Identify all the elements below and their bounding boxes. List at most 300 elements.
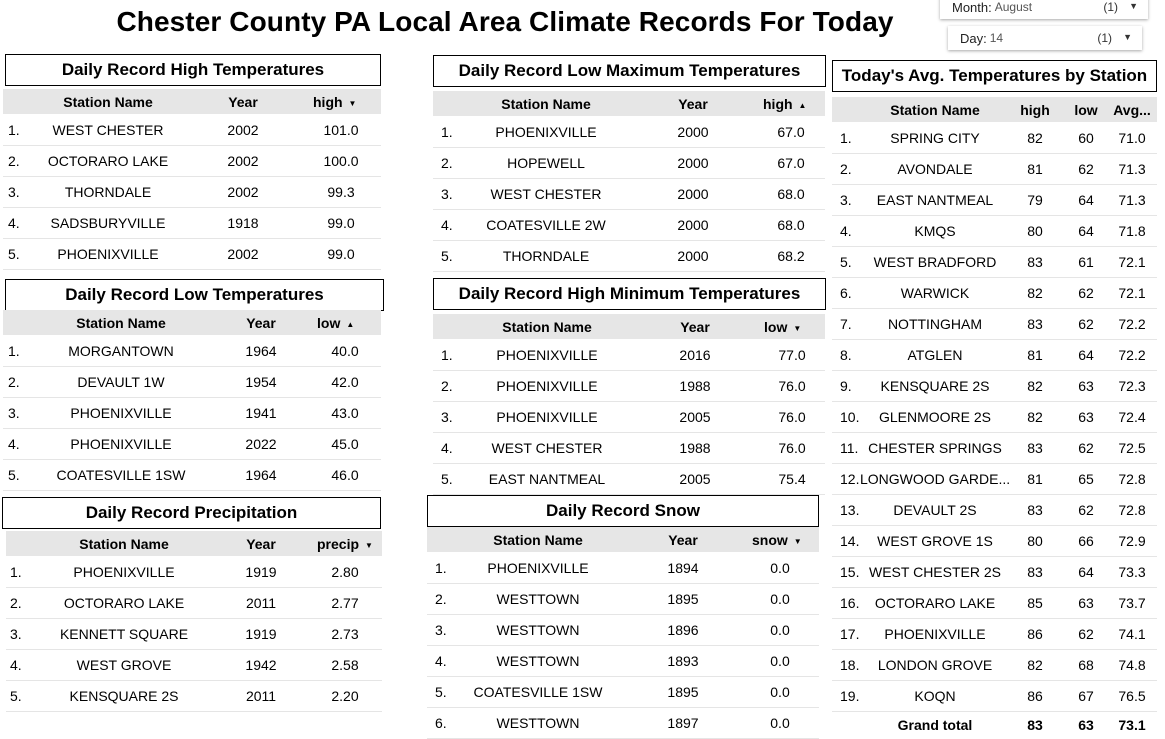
row-number: 5. bbox=[441, 471, 453, 487]
row-number: 19. bbox=[840, 688, 860, 704]
avg-value: 74.1 bbox=[1118, 626, 1146, 642]
table-row[interactable] bbox=[6, 650, 382, 681]
record-value: 2.58 bbox=[331, 657, 359, 673]
station-name: THORNDALE bbox=[502, 248, 590, 264]
row-number: 5. bbox=[10, 688, 22, 704]
record-value: 99.0 bbox=[327, 215, 355, 231]
station-name: DEVAULT 1W bbox=[77, 374, 165, 390]
avg-high: 83 bbox=[1027, 564, 1043, 580]
station-name: EAST NANTMEAL bbox=[876, 192, 994, 208]
station-name: LONGWOOD GARDE... bbox=[860, 471, 1010, 487]
row-number: 7. bbox=[840, 316, 852, 332]
record-year: 2000 bbox=[677, 124, 709, 140]
station-name: OCTORARO LAKE bbox=[874, 595, 996, 611]
avg-high: 80 bbox=[1027, 223, 1043, 239]
table-row[interactable] bbox=[832, 619, 1157, 650]
avg-value: 72.9 bbox=[1118, 533, 1146, 549]
avg-value: 71.8 bbox=[1118, 223, 1146, 239]
row-number: 1. bbox=[10, 564, 22, 580]
avg-high: 83 bbox=[1027, 254, 1043, 270]
record-value: 0.0 bbox=[770, 622, 790, 638]
page-title: Chester County PA Local Area Climate Records For Today bbox=[116, 6, 894, 37]
record-year: 2000 bbox=[677, 155, 709, 171]
table-row[interactable] bbox=[832, 464, 1157, 495]
column-header-station[interactable]: Station Name bbox=[76, 314, 166, 331]
record-year: 1897 bbox=[667, 715, 699, 731]
row-number: 1. bbox=[441, 124, 453, 140]
table-row[interactable] bbox=[6, 588, 382, 619]
sort-caret-icon[interactable]: ▼ bbox=[365, 540, 373, 550]
table-row[interactable] bbox=[427, 584, 819, 615]
avg-low: 68 bbox=[1078, 657, 1094, 673]
record-value: 77.0 bbox=[778, 347, 806, 363]
record-value: 99.0 bbox=[327, 246, 355, 262]
record-value: 68.2 bbox=[777, 248, 805, 264]
column-header-station[interactable]: Station Name bbox=[79, 535, 169, 552]
record-value: 75.4 bbox=[778, 471, 806, 487]
table-row[interactable] bbox=[832, 402, 1157, 433]
table-row[interactable] bbox=[433, 241, 825, 272]
station-name: THORNDALE bbox=[64, 184, 152, 200]
station-name: KENSQUARE 2S bbox=[880, 378, 990, 394]
table-row[interactable] bbox=[3, 208, 381, 239]
row-number: 4. bbox=[8, 215, 20, 231]
column-header-station[interactable]: Station Name bbox=[502, 318, 592, 335]
column-header-station[interactable]: Station Name bbox=[493, 531, 583, 548]
table-row[interactable] bbox=[3, 367, 381, 398]
row-number: 17. bbox=[840, 626, 860, 642]
table-row[interactable] bbox=[3, 115, 381, 146]
avg-high: 82 bbox=[1027, 130, 1043, 146]
record-value: 2.73 bbox=[331, 626, 359, 642]
record-year: 2016 bbox=[679, 347, 711, 363]
table-row[interactable] bbox=[832, 123, 1157, 154]
record-year: 2022 bbox=[245, 436, 277, 452]
avg-value: 73.7 bbox=[1118, 595, 1146, 611]
station-name: ATGLEN bbox=[907, 347, 963, 363]
record-value: 40.0 bbox=[331, 343, 359, 359]
table-row[interactable] bbox=[427, 646, 819, 677]
record-year: 1918 bbox=[227, 215, 259, 231]
table-header bbox=[433, 314, 825, 339]
column-header-station[interactable]: Station Name bbox=[890, 101, 980, 118]
record-value: 0.0 bbox=[770, 653, 790, 669]
avg-value: 72.5 bbox=[1118, 440, 1146, 456]
row-number: 3. bbox=[435, 622, 447, 638]
avg-value: 71.3 bbox=[1118, 161, 1146, 177]
table-row[interactable] bbox=[832, 247, 1157, 278]
record-year: 1988 bbox=[679, 440, 711, 456]
column-header-avg[interactable]: Avg... bbox=[1113, 101, 1151, 118]
station-name: EAST NANTMEAL bbox=[488, 471, 606, 487]
table-row[interactable] bbox=[832, 495, 1157, 526]
month-filter-count: (1) bbox=[1103, 0, 1118, 14]
precip-title: Daily Record Precipitation bbox=[2, 497, 381, 529]
row-number: 3. bbox=[441, 409, 453, 425]
day-filter-count: (1) bbox=[1097, 31, 1112, 45]
station-name: HOPEWELL bbox=[507, 155, 585, 171]
column-header-year[interactable]: Year bbox=[246, 314, 276, 331]
grand-total-low: 63 bbox=[1078, 717, 1094, 733]
avg-low: 63 bbox=[1078, 409, 1094, 425]
avg-value: 72.8 bbox=[1118, 502, 1146, 518]
column-header-value-label: precip bbox=[317, 535, 360, 552]
column-header-value[interactable] bbox=[313, 94, 356, 110]
record-value: 45.0 bbox=[331, 436, 359, 452]
row-number: 6. bbox=[840, 285, 852, 301]
station-name: WESTTOWN bbox=[496, 715, 580, 731]
record-year: 1919 bbox=[245, 564, 277, 580]
station-name: WEST BRADFORD bbox=[873, 254, 997, 270]
table-header bbox=[3, 310, 381, 335]
table-row[interactable] bbox=[832, 278, 1157, 309]
record-year: 1896 bbox=[667, 622, 699, 638]
row-number: 2. bbox=[8, 153, 20, 169]
table-row[interactable] bbox=[3, 177, 381, 208]
record-year: 1988 bbox=[679, 378, 711, 394]
record-year: 1964 bbox=[245, 467, 277, 483]
avg-low: 61 bbox=[1078, 254, 1094, 270]
avg-value: 72.1 bbox=[1118, 285, 1146, 301]
avg-value: 76.5 bbox=[1118, 688, 1146, 704]
row-number: 4. bbox=[8, 436, 20, 452]
table-row[interactable] bbox=[3, 146, 381, 177]
column-header-value-label: high bbox=[763, 95, 793, 112]
snow-title: Daily Record Snow bbox=[427, 495, 819, 527]
avg-high: 86 bbox=[1027, 688, 1043, 704]
row-number: 1. bbox=[840, 130, 852, 146]
station-name: WESTTOWN bbox=[496, 591, 580, 607]
avg-low: 64 bbox=[1078, 347, 1094, 363]
row-number: 15. bbox=[840, 564, 860, 580]
row-number: 4. bbox=[840, 223, 852, 239]
avg-low: 64 bbox=[1078, 192, 1094, 208]
row-number: 1. bbox=[441, 347, 453, 363]
record-value: 46.0 bbox=[331, 467, 359, 483]
avg-high: 83 bbox=[1027, 502, 1043, 518]
table-row[interactable] bbox=[433, 433, 825, 464]
table-row[interactable] bbox=[3, 336, 381, 367]
station-name: PHOENIXVILLE bbox=[70, 405, 172, 421]
avg-temps-title: Today's Avg. Temperatures by Station bbox=[832, 60, 1157, 92]
row-number: 4. bbox=[435, 653, 447, 669]
station-name: PHOENIXVILLE bbox=[70, 436, 172, 452]
record-value: 2.20 bbox=[331, 688, 359, 704]
station-name: NOTTINGHAM bbox=[887, 316, 983, 332]
table-row[interactable] bbox=[832, 216, 1157, 247]
grand-total-high: 83 bbox=[1027, 717, 1043, 733]
station-name: COATESVILLE 1SW bbox=[473, 684, 603, 700]
avg-high: 83 bbox=[1027, 316, 1043, 332]
column-header-value[interactable] bbox=[317, 536, 373, 552]
day-filter-value: 14 bbox=[989, 31, 1004, 45]
station-name: WEST CHESTER bbox=[491, 440, 603, 456]
record-year: 2005 bbox=[679, 471, 711, 487]
table-row[interactable] bbox=[427, 553, 819, 584]
column-header-value[interactable] bbox=[764, 319, 801, 335]
record-year: 1942 bbox=[245, 657, 277, 673]
record-year: 2002 bbox=[227, 122, 259, 138]
table-row[interactable] bbox=[832, 681, 1157, 712]
row-number: 5. bbox=[435, 684, 447, 700]
record-year: 2000 bbox=[677, 186, 709, 202]
month-filter-label: Month: bbox=[952, 0, 992, 15]
record-value: 0.0 bbox=[770, 715, 790, 731]
table-header bbox=[6, 531, 382, 556]
table-row[interactable] bbox=[832, 154, 1157, 185]
avg-low: 62 bbox=[1078, 626, 1094, 642]
table-row[interactable] bbox=[3, 398, 381, 429]
row-number: 5. bbox=[8, 246, 20, 262]
sort-caret-icon[interactable]: ▲ bbox=[346, 319, 355, 329]
record-year: 1919 bbox=[245, 626, 277, 642]
table-header bbox=[433, 91, 825, 116]
record-year: 1894 bbox=[667, 560, 699, 576]
record-value: 42.0 bbox=[331, 374, 359, 390]
row-number: 13. bbox=[840, 502, 860, 518]
table-row[interactable] bbox=[433, 210, 825, 241]
table-row[interactable] bbox=[433, 179, 825, 210]
sort-caret-icon[interactable]: ▼ bbox=[348, 98, 357, 108]
row-number: 1. bbox=[8, 122, 20, 138]
record-value: 68.0 bbox=[777, 217, 805, 233]
avg-low: 62 bbox=[1078, 161, 1094, 177]
station-name: WEST GROVE 1S bbox=[877, 533, 993, 549]
row-number: 2. bbox=[8, 374, 20, 390]
avg-low: 65 bbox=[1078, 471, 1094, 487]
avg-high: 81 bbox=[1027, 471, 1043, 487]
station-name: LONDON GROVE bbox=[877, 657, 993, 673]
table-row[interactable] bbox=[433, 148, 825, 179]
column-header-year[interactable]: Year bbox=[246, 535, 276, 552]
avg-low: 62 bbox=[1078, 285, 1094, 301]
column-header-low[interactable]: low bbox=[1074, 101, 1098, 118]
day-filter[interactable] bbox=[948, 26, 1142, 50]
low-temps-title: Daily Record Low Temperatures bbox=[5, 279, 384, 311]
table-row[interactable] bbox=[832, 557, 1157, 588]
station-name: PHOENIXVILLE bbox=[884, 626, 986, 642]
column-header-value[interactable] bbox=[317, 315, 354, 331]
station-name: OCTORARO LAKE bbox=[63, 595, 185, 611]
row-number: 2. bbox=[435, 591, 447, 607]
table-row[interactable] bbox=[6, 557, 382, 588]
row-number: 10. bbox=[840, 409, 860, 425]
table-row[interactable] bbox=[832, 588, 1157, 619]
avg-value: 72.2 bbox=[1118, 316, 1146, 332]
record-value: 67.0 bbox=[777, 155, 805, 171]
record-value: 76.0 bbox=[778, 378, 806, 394]
record-year: 1893 bbox=[667, 653, 699, 669]
row-number: 3. bbox=[8, 405, 20, 421]
avg-value: 72.2 bbox=[1118, 347, 1146, 363]
record-year: 2002 bbox=[227, 184, 259, 200]
table-row[interactable] bbox=[433, 371, 825, 402]
station-name: COATESVILLE 2W bbox=[486, 217, 606, 233]
record-value: 67.0 bbox=[777, 124, 805, 140]
row-number: 6. bbox=[435, 715, 447, 731]
record-value: 101.0 bbox=[323, 122, 359, 138]
station-name: PHOENIXVILLE bbox=[57, 246, 159, 262]
record-value: 99.3 bbox=[327, 184, 355, 200]
table-row[interactable] bbox=[832, 650, 1157, 681]
record-value: 43.0 bbox=[331, 405, 359, 421]
station-name: GLENMOORE 2S bbox=[878, 409, 992, 425]
row-number: 4. bbox=[441, 440, 453, 456]
table-row[interactable] bbox=[832, 433, 1157, 464]
column-header-value[interactable] bbox=[752, 532, 802, 548]
high-min-title: Daily Record High Minimum Temperatures bbox=[433, 278, 826, 310]
column-header-high[interactable]: high bbox=[1020, 101, 1050, 118]
table-row[interactable] bbox=[6, 681, 382, 712]
avg-value: 72.1 bbox=[1118, 254, 1146, 270]
station-name: PHOENIXVILLE bbox=[495, 124, 597, 140]
avg-low: 64 bbox=[1078, 564, 1094, 580]
station-name: PHOENIXVILLE bbox=[496, 347, 598, 363]
row-number: 3. bbox=[8, 184, 20, 200]
row-number: 5. bbox=[8, 467, 20, 483]
column-header-year[interactable]: Year bbox=[680, 318, 710, 335]
station-name: KENSQUARE 2S bbox=[69, 688, 179, 704]
avg-high: 80 bbox=[1027, 533, 1043, 549]
row-number: 18. bbox=[840, 657, 860, 673]
row-number: 4. bbox=[441, 217, 453, 233]
month-filter[interactable] bbox=[940, 0, 1148, 19]
station-name: MORGANTOWN bbox=[68, 343, 174, 359]
station-name: WEST CHESTER bbox=[490, 186, 602, 202]
avg-high: 81 bbox=[1027, 347, 1043, 363]
grand-total-row bbox=[832, 712, 1157, 738]
record-value: 100.0 bbox=[323, 153, 359, 169]
row-number: 2. bbox=[441, 155, 453, 171]
day-filter-label: Day: bbox=[960, 30, 987, 46]
chevron-down-icon[interactable]: ▼ bbox=[1129, 1, 1138, 11]
station-name: PHOENIXVILLE bbox=[496, 409, 598, 425]
column-header-station[interactable]: Station Name bbox=[501, 95, 591, 112]
table-row[interactable] bbox=[427, 615, 819, 646]
avg-low: 64 bbox=[1078, 223, 1094, 239]
sort-caret-icon[interactable]: ▲ bbox=[798, 100, 807, 110]
record-year: 2011 bbox=[245, 595, 277, 611]
avg-high: 82 bbox=[1027, 285, 1043, 301]
table-row[interactable] bbox=[3, 460, 381, 491]
record-value: 0.0 bbox=[770, 560, 790, 576]
avg-high: 85 bbox=[1027, 595, 1043, 611]
low-max-title: Daily Record Low Maximum Temperatures bbox=[433, 55, 826, 87]
avg-high: 82 bbox=[1027, 657, 1043, 673]
station-name: CHESTER SPRINGS bbox=[868, 440, 1002, 456]
station-name: SADSBURYVILLE bbox=[50, 215, 166, 231]
column-header-value-label: low bbox=[764, 318, 788, 335]
row-number: 3. bbox=[441, 186, 453, 202]
record-value: 2.80 bbox=[331, 564, 359, 580]
column-header-year[interactable]: Year bbox=[668, 531, 698, 548]
row-number: 2. bbox=[10, 595, 22, 611]
avg-low: 67 bbox=[1078, 688, 1094, 704]
row-number: 2. bbox=[840, 161, 852, 177]
avg-value: 72.3 bbox=[1118, 378, 1146, 394]
table-row[interactable] bbox=[832, 371, 1157, 402]
record-value: 2.77 bbox=[331, 595, 359, 611]
table-row[interactable] bbox=[427, 708, 819, 739]
grand-total-label: Grand total bbox=[897, 717, 973, 733]
record-year: 1941 bbox=[245, 405, 277, 421]
table-row[interactable] bbox=[6, 619, 382, 650]
avg-high: 82 bbox=[1027, 378, 1043, 394]
table-header bbox=[832, 97, 1157, 122]
avg-value: 72.4 bbox=[1118, 409, 1146, 425]
record-value: 0.0 bbox=[770, 591, 790, 607]
row-number: 4. bbox=[10, 657, 22, 673]
row-number: 16. bbox=[840, 595, 860, 611]
station-name: WARWICK bbox=[900, 285, 970, 301]
row-number: 2. bbox=[441, 378, 453, 394]
month-filter-value: August bbox=[994, 0, 1033, 14]
record-year: 2000 bbox=[677, 248, 709, 264]
table-row[interactable] bbox=[3, 429, 381, 460]
avg-value: 73.3 bbox=[1118, 564, 1146, 580]
row-number: 11. bbox=[840, 440, 859, 456]
column-header-value[interactable] bbox=[763, 96, 806, 112]
station-name: KOQN bbox=[914, 688, 956, 704]
table-row[interactable] bbox=[832, 526, 1157, 557]
station-name: WESTTOWN bbox=[496, 653, 580, 669]
avg-high: 79 bbox=[1027, 192, 1043, 208]
record-year: 2000 bbox=[677, 217, 709, 233]
record-value: 0.0 bbox=[770, 684, 790, 700]
column-header-value-label: snow bbox=[752, 531, 788, 548]
row-number: 14. bbox=[840, 533, 860, 549]
station-name: DEVAULT 2S bbox=[893, 502, 977, 518]
column-header-value-label: low bbox=[317, 314, 341, 331]
grand-total-avg: 73.1 bbox=[1118, 717, 1146, 733]
station-name: KMQS bbox=[914, 223, 956, 239]
table-row[interactable] bbox=[433, 464, 825, 495]
table-row[interactable] bbox=[433, 340, 825, 371]
row-number: 12. bbox=[840, 471, 860, 487]
row-number: 5. bbox=[840, 254, 852, 270]
station-name: PHOENIXVILLE bbox=[73, 564, 175, 580]
column-header-station[interactable]: Station Name bbox=[63, 93, 153, 110]
table-row[interactable] bbox=[832, 185, 1157, 216]
avg-value: 72.8 bbox=[1118, 471, 1146, 487]
column-header-year[interactable]: Year bbox=[228, 93, 258, 110]
avg-high: 83 bbox=[1027, 440, 1043, 456]
row-number: 1. bbox=[8, 343, 20, 359]
table-row[interactable] bbox=[433, 402, 825, 433]
row-number: 1. bbox=[435, 560, 447, 576]
table-row[interactable] bbox=[832, 340, 1157, 371]
table-row[interactable] bbox=[832, 309, 1157, 340]
avg-high: 81 bbox=[1027, 161, 1043, 177]
column-header-year[interactable]: Year bbox=[678, 95, 708, 112]
avg-high: 82 bbox=[1027, 409, 1043, 425]
table-row[interactable] bbox=[3, 239, 381, 270]
chevron-down-icon[interactable]: ▼ bbox=[1123, 32, 1132, 42]
record-year: 2011 bbox=[245, 688, 277, 704]
table-row[interactable] bbox=[427, 677, 819, 708]
record-year: 2002 bbox=[227, 153, 259, 169]
row-number: 9. bbox=[840, 378, 852, 394]
table-row[interactable] bbox=[433, 117, 825, 148]
avg-high: 86 bbox=[1027, 626, 1043, 642]
avg-low: 63 bbox=[1078, 378, 1094, 394]
row-number: 8. bbox=[840, 347, 852, 363]
avg-low: 66 bbox=[1078, 533, 1094, 549]
sort-caret-icon[interactable]: ▼ bbox=[793, 536, 802, 546]
avg-value: 71.3 bbox=[1118, 192, 1146, 208]
sort-caret-icon[interactable]: ▼ bbox=[793, 323, 802, 333]
station-name: AVONDALE bbox=[897, 161, 973, 177]
